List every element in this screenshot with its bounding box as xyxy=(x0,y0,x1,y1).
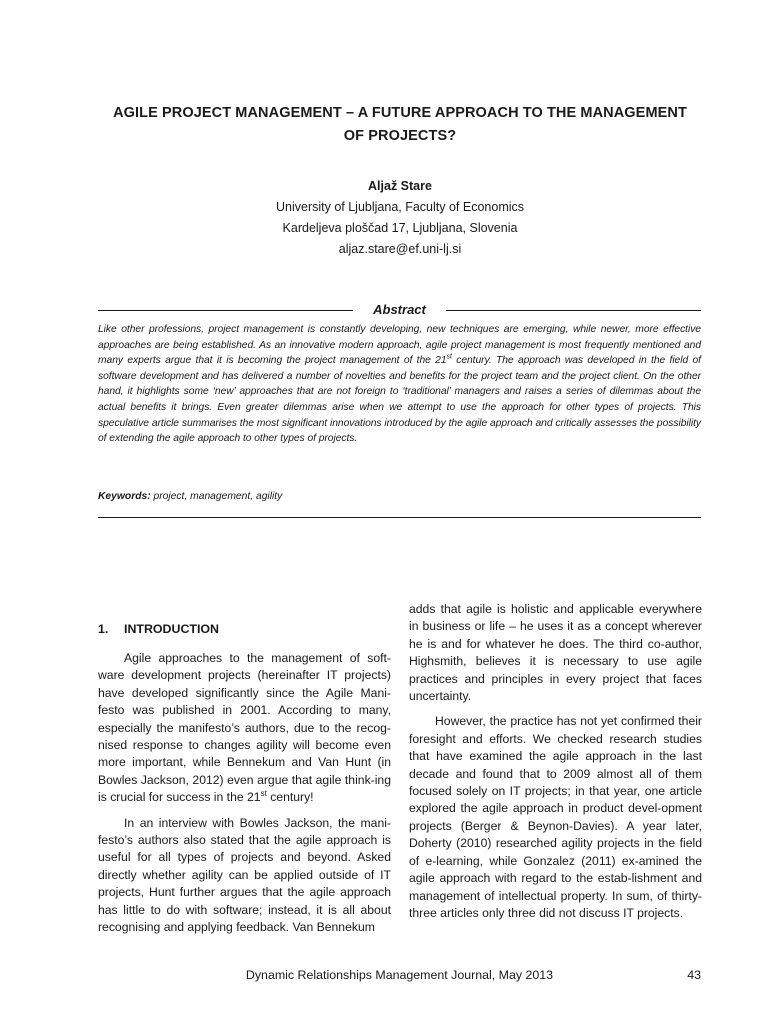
paragraph: However, the practice has not yet confirmed their foresight and efforts. We checked research studies that have examined the agile approach in the last decade and found that to 2009 almost all of them focused solely on IT projects; in that year, one article explored the agile approach in product devel-opment projects (Berger & Beynon-Davies). A year later, Doherty (2010) researched agility projects in the field of e-learning, while Gonzalez (2011) ex-amined the agile approach with regard to the estab-lishment and management of intellectual property. In sum, of thirty-three articles only three did not discuss IT projects. xyxy=(409,714,702,920)
abstract-rule-left xyxy=(98,310,353,311)
title-line-1: AGILE PROJECT MANAGEMENT – A FUTURE APPROACH TO THE MANAGEMENT xyxy=(113,105,687,121)
keywords-value: project, management, agility xyxy=(150,491,283,502)
paper-title xyxy=(90,102,710,148)
section-number: 1. xyxy=(98,622,109,636)
title-line-2: OF PROJECTS? xyxy=(343,128,457,144)
left-column xyxy=(98,620,391,937)
author-affiliation: University of Ljubljana, Faculty of Economics xyxy=(275,200,525,214)
keywords-label: Keywords: xyxy=(98,491,151,502)
abstract-label: Abstract xyxy=(373,302,426,317)
page-number: 43 xyxy=(687,968,701,982)
paragraph: adds that agile is holistic and applicable everywhere in business or life – he uses it as a concept wherever he is and for whatever he does. The third co-author, Highsmith, believes it is necessary to use agile practices and principles in every project that faces uncertainty. xyxy=(409,602,702,704)
section-heading xyxy=(98,620,391,638)
abstract-text xyxy=(98,322,701,447)
author-block xyxy=(150,176,650,260)
abstract-header xyxy=(98,300,701,320)
keywords xyxy=(98,489,701,505)
author-name: Aljaž Stare xyxy=(368,179,432,193)
abstract-text-part-2: century. The approach was developed in the field of software development and has delivered a number of novelties and benefits for the project team and the project client. On the other hand, it highlights some ‘new’ approaches that are not foreign to ‘traditional’ managers and raises a series of dilemmas about the actual benefits it brings. Even greater dilemmas arise when we attempt to use the approach for other types of projects. This speculative article summarises the most significant innovations introduced by the agile approach and critically assesses the possibility of extending the agile approach to other types of projects. xyxy=(98,355,701,445)
paragraph xyxy=(98,650,391,807)
author-address: Kardeljeva ploščad 17, Ljubljana, Slovenia xyxy=(282,221,518,235)
paragraph-text-part-2: century! xyxy=(266,790,314,805)
page-footer xyxy=(98,965,701,985)
abstract-text-part-1: Like other professions, project management is constantly developing, new techniques are emerging, while newer, more effective approaches are being established. As an innovative modern approach, agile project management is most frequently mentioned and many experts argue that it is becoming the project management of the 21 xyxy=(98,324,701,367)
paragraph: In an interview with Bowles Jackson, the mani-festo’s authors also stated that the agile approach is useful for all types of projects and beyond. Asked directly whether agility can be applied outside of IT projects, Hunt further argues that the agile approach has little to do with software; instead, it is all about recognising and applying feedback. Van Bennekum xyxy=(98,815,391,935)
section-title: INTRODUCTION xyxy=(124,622,219,636)
journal-name: Dynamic Relationships Management Journal, May 2013 xyxy=(245,968,554,982)
paragraph-text-part-1: Agile approaches to the management of soft-ware development projects (hereinafter IT projects) have developed significantly since the Agile Mani-festo was published in 2001. According to many, especially the manifesto’s authors, due to the recog-nised response to changes agility will become even more important, while Bennekum and Van Hunt (in Bowles Jackson, 2012) even argue that agile think-ing is crucial for success in the 21 xyxy=(98,651,391,805)
abstract-rule-right xyxy=(446,310,701,311)
abstract-bottom-rule xyxy=(98,517,701,518)
abstract-superscript: st xyxy=(446,353,452,361)
author-email: aljaz.stare@ef.uni-lj.si xyxy=(338,242,462,256)
paragraph-superscript: st xyxy=(260,789,267,799)
right-column xyxy=(409,601,702,922)
